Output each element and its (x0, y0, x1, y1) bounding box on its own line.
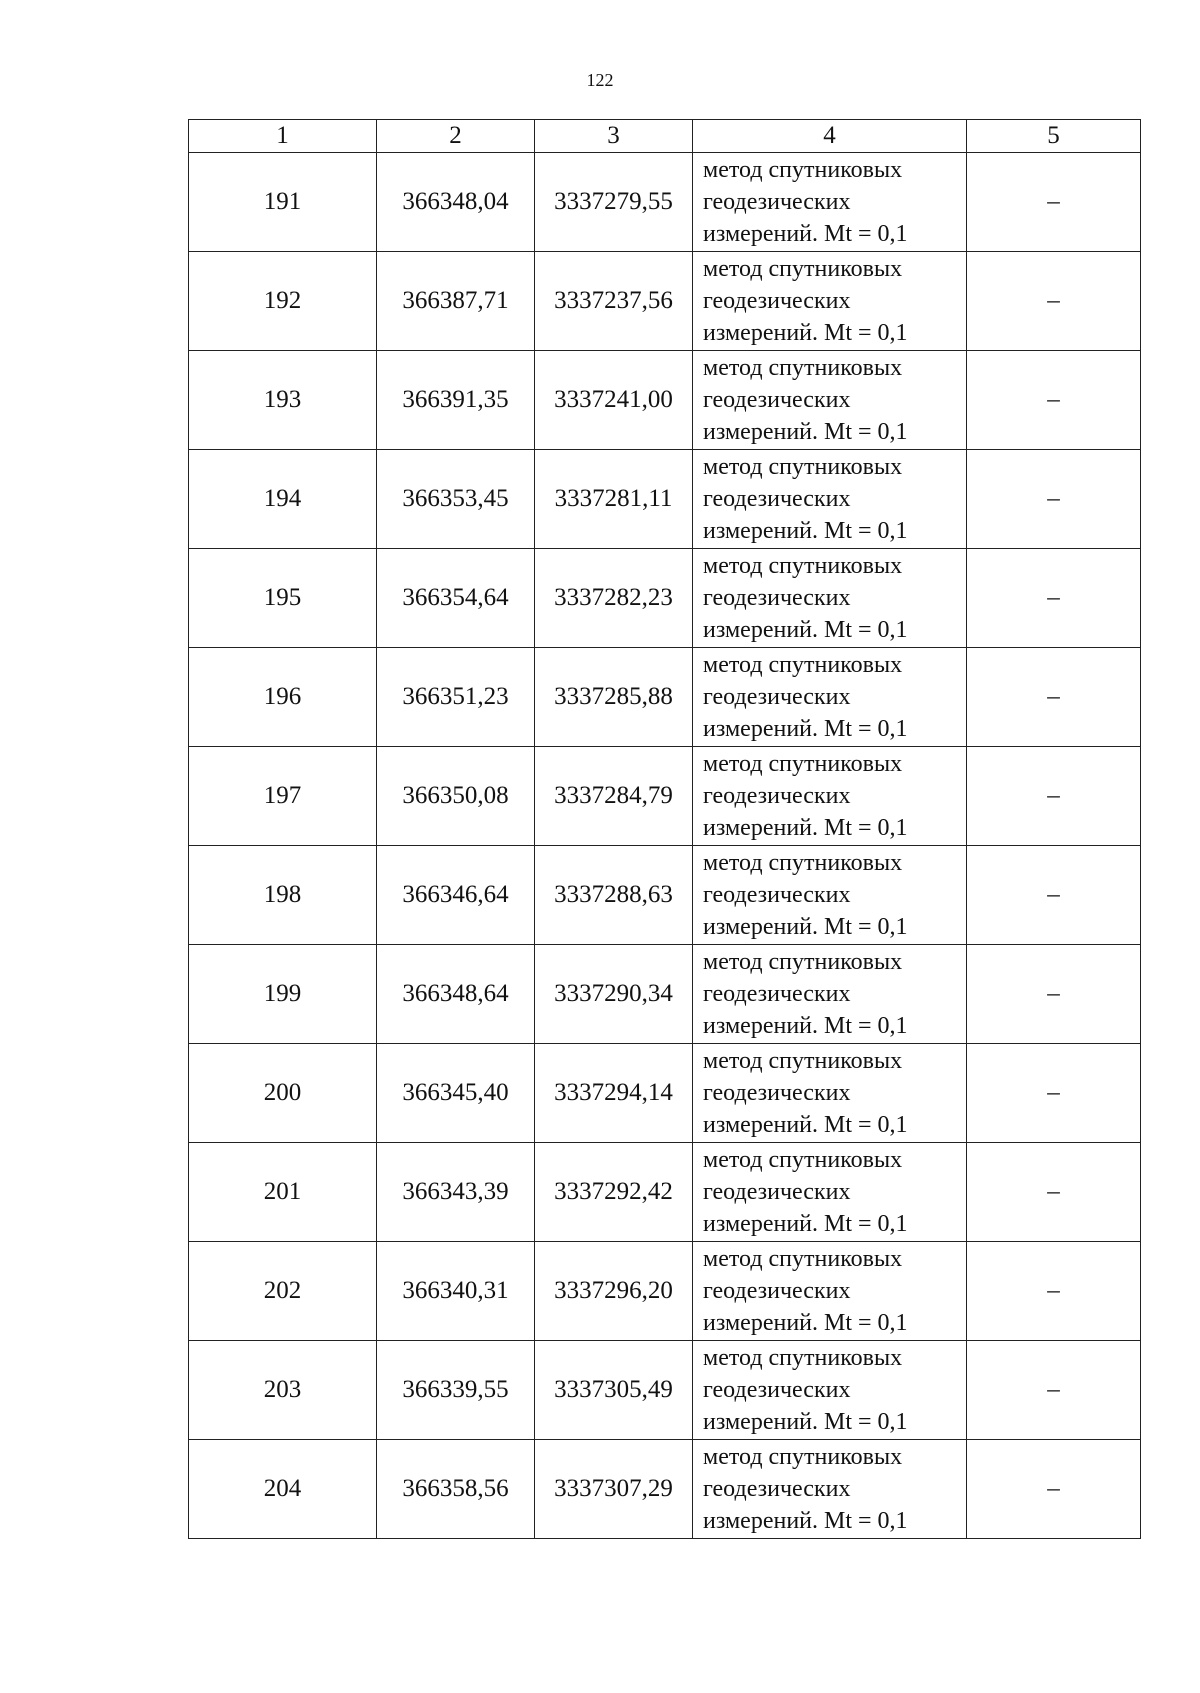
method-cell (693, 648, 967, 747)
method-line: геодезических (703, 486, 851, 512)
y-coordinate-cell: 3337279,55 (535, 153, 693, 252)
note-cell: – (967, 549, 1141, 648)
note-cell: – (967, 648, 1141, 747)
point-number-cell: 198 (189, 846, 377, 945)
method-line: измерений. Mt = 0,1 (703, 1211, 908, 1237)
method-line: измерений. Mt = 0,1 (703, 716, 908, 742)
point-number-cell: 191 (189, 153, 377, 252)
x-coordinate-cell: 366350,08 (377, 747, 535, 846)
method-line: метод спутниковых (703, 157, 903, 183)
y-coordinate-cell: 3337307,29 (535, 1440, 693, 1539)
x-coordinate-cell: 366345,40 (377, 1044, 535, 1143)
y-coordinate-cell: 3337290,34 (535, 945, 693, 1044)
method-cell (693, 1044, 967, 1143)
method-cell (693, 153, 967, 252)
method-line: метод спутниковых (703, 355, 903, 381)
method-line: геодезических (703, 882, 851, 908)
method-line: метод спутниковых (703, 1246, 903, 1272)
method-cell (693, 1440, 967, 1539)
point-number-cell: 196 (189, 648, 377, 747)
point-number-cell: 204 (189, 1440, 377, 1539)
note-cell: – (967, 1242, 1141, 1341)
method-cell (693, 1143, 967, 1242)
method-line: геодезических (703, 585, 851, 611)
table-row (189, 846, 1141, 945)
method-line: метод спутниковых (703, 1048, 903, 1074)
method-line: измерений. Mt = 0,1 (703, 1112, 908, 1138)
method-line: измерений. Mt = 0,1 (703, 815, 908, 841)
method-line: метод спутниковых (703, 553, 903, 579)
point-number-cell: 194 (189, 450, 377, 549)
note-cell: – (967, 252, 1141, 351)
point-number-cell: 197 (189, 747, 377, 846)
point-number-cell: 200 (189, 1044, 377, 1143)
table-row (189, 1440, 1141, 1539)
x-coordinate-cell: 366348,64 (377, 945, 535, 1044)
method-cell (693, 1242, 967, 1341)
header-row (189, 120, 1141, 153)
note-cell: – (967, 846, 1141, 945)
method-line: геодезических (703, 1278, 851, 1304)
table-row (189, 747, 1141, 846)
header-col-1: 1 (189, 120, 377, 153)
method-line: измерений. Mt = 0,1 (703, 1508, 908, 1534)
method-line: геодезических (703, 981, 851, 1007)
method-line: метод спутниковых (703, 454, 903, 480)
method-cell (693, 549, 967, 648)
method-line: геодезических (703, 1377, 851, 1403)
method-line: метод спутниковых (703, 751, 903, 777)
method-line: геодезических (703, 1179, 851, 1205)
y-coordinate-cell: 3337282,23 (535, 549, 693, 648)
method-cell (693, 252, 967, 351)
x-coordinate-cell: 366340,31 (377, 1242, 535, 1341)
method-line: геодезических (703, 288, 851, 314)
y-coordinate-cell: 3337285,88 (535, 648, 693, 747)
table-row (189, 648, 1141, 747)
table-row (189, 1143, 1141, 1242)
coordinates-table (188, 119, 1141, 1539)
note-cell: – (967, 747, 1141, 846)
method-line: измерений. Mt = 0,1 (703, 1013, 908, 1039)
table-row (189, 450, 1141, 549)
header-col-2: 2 (377, 120, 535, 153)
x-coordinate-cell: 366339,55 (377, 1341, 535, 1440)
note-cell: – (967, 945, 1141, 1044)
x-coordinate-cell: 366351,23 (377, 648, 535, 747)
x-coordinate-cell: 366358,56 (377, 1440, 535, 1539)
x-coordinate-cell: 366343,39 (377, 1143, 535, 1242)
method-cell (693, 351, 967, 450)
method-line: геодезических (703, 189, 851, 215)
method-line: геодезических (703, 387, 851, 413)
header-col-5: 5 (967, 120, 1141, 153)
table-row (189, 153, 1141, 252)
method-line: измерений. Mt = 0,1 (703, 221, 908, 247)
note-cell: – (967, 1341, 1141, 1440)
point-number-cell: 201 (189, 1143, 377, 1242)
table-row (189, 252, 1141, 351)
x-coordinate-cell: 366391,35 (377, 351, 535, 450)
method-line: геодезических (703, 1476, 851, 1502)
point-number-cell: 203 (189, 1341, 377, 1440)
method-line: измерений. Mt = 0,1 (703, 914, 908, 940)
header-col-3: 3 (535, 120, 693, 153)
x-coordinate-cell: 366354,64 (377, 549, 535, 648)
method-line: метод спутниковых (703, 850, 903, 876)
method-line: измерений. Mt = 0,1 (703, 617, 908, 643)
table-header (189, 120, 1141, 153)
method-line: измерений. Mt = 0,1 (703, 1310, 908, 1336)
y-coordinate-cell: 3337296,20 (535, 1242, 693, 1341)
x-coordinate-cell: 366387,71 (377, 252, 535, 351)
method-cell (693, 450, 967, 549)
point-number-cell: 202 (189, 1242, 377, 1341)
table-row (189, 1242, 1141, 1341)
table-row (189, 351, 1141, 450)
table-body (189, 153, 1141, 1539)
x-coordinate-cell: 366346,64 (377, 846, 535, 945)
method-line: геодезических (703, 684, 851, 710)
point-number-cell: 199 (189, 945, 377, 1044)
method-line: измерений. Mt = 0,1 (703, 419, 908, 445)
y-coordinate-cell: 3337292,42 (535, 1143, 693, 1242)
note-cell: – (967, 351, 1141, 450)
header-col-4: 4 (693, 120, 967, 153)
method-line: геодезических (703, 1080, 851, 1106)
method-line: измерений. Mt = 0,1 (703, 1409, 908, 1435)
method-cell (693, 747, 967, 846)
x-coordinate-cell: 366348,04 (377, 153, 535, 252)
table-row (189, 549, 1141, 648)
method-line: метод спутниковых (703, 1444, 903, 1470)
y-coordinate-cell: 3337241,00 (535, 351, 693, 450)
method-cell (693, 1341, 967, 1440)
note-cell: – (967, 1044, 1141, 1143)
x-coordinate-cell: 366353,45 (377, 450, 535, 549)
method-line: метод спутниковых (703, 652, 903, 678)
method-line: метод спутниковых (703, 949, 903, 975)
point-number-cell: 193 (189, 351, 377, 450)
method-line: измерений. Mt = 0,1 (703, 518, 908, 544)
page-number: 122 (586, 70, 614, 90)
method-line: метод спутниковых (703, 256, 903, 282)
method-cell (693, 945, 967, 1044)
y-coordinate-cell: 3337284,79 (535, 747, 693, 846)
y-coordinate-cell: 3337305,49 (535, 1341, 693, 1440)
method-line: измерений. Mt = 0,1 (703, 320, 908, 346)
note-cell: – (967, 1143, 1141, 1242)
note-cell: – (967, 450, 1141, 549)
note-cell: – (967, 1440, 1141, 1539)
table-row (189, 1341, 1141, 1440)
method-line: геодезических (703, 783, 851, 809)
y-coordinate-cell: 3337237,56 (535, 252, 693, 351)
note-cell: – (967, 153, 1141, 252)
point-number-cell: 192 (189, 252, 377, 351)
method-cell (693, 846, 967, 945)
method-line: метод спутниковых (703, 1345, 903, 1371)
table-row (189, 1044, 1141, 1143)
y-coordinate-cell: 3337288,63 (535, 846, 693, 945)
table-row (189, 945, 1141, 1044)
point-number-cell: 195 (189, 549, 377, 648)
method-line: метод спутниковых (703, 1147, 903, 1173)
y-coordinate-cell: 3337294,14 (535, 1044, 693, 1143)
y-coordinate-cell: 3337281,11 (535, 450, 693, 549)
